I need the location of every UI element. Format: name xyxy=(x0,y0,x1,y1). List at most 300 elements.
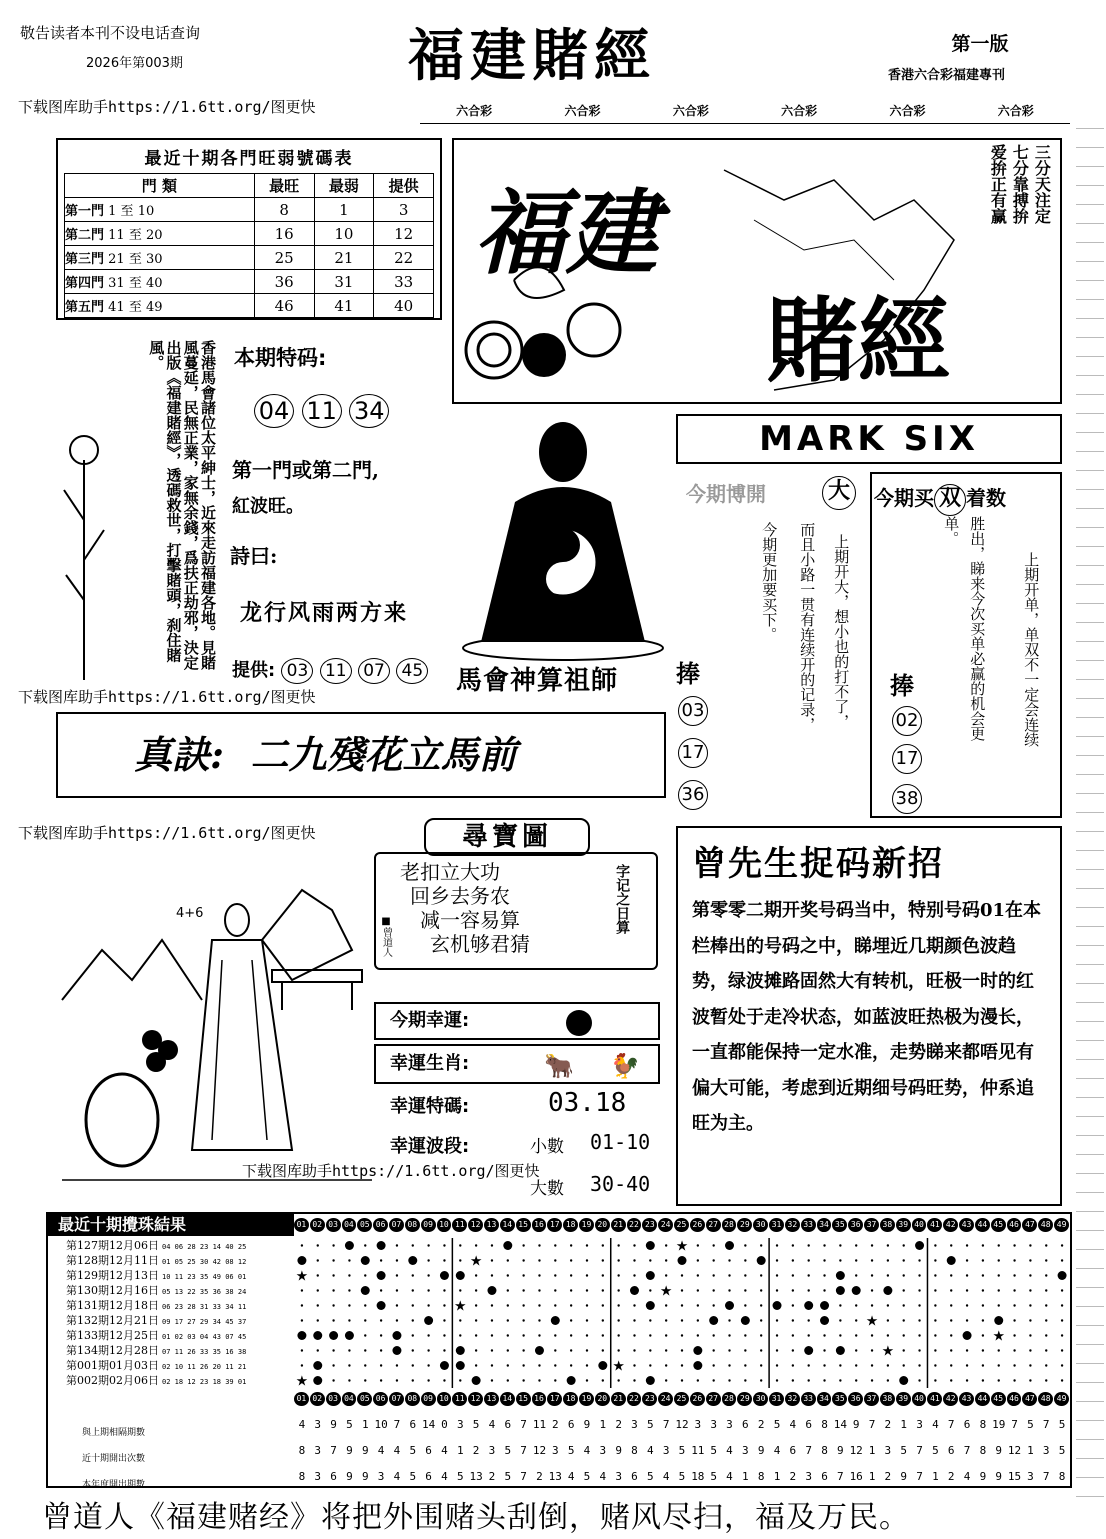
grid-number: 32 xyxy=(785,1392,800,1406)
stat-value: 7 xyxy=(837,1470,844,1483)
grid-dot xyxy=(427,1304,429,1306)
grid-dot xyxy=(950,1379,952,1381)
big-title: 今期博開 xyxy=(686,482,766,506)
grid-number: 08 xyxy=(405,1218,420,1232)
even-text-3: 单。 xyxy=(942,516,961,546)
grid-dot xyxy=(412,1379,414,1381)
grid-number: 17 xyxy=(547,1392,562,1406)
grid-dot xyxy=(697,1334,699,1336)
grid-dot xyxy=(538,1319,540,1321)
grid-dot xyxy=(522,1379,524,1381)
grid-dot xyxy=(348,1304,350,1306)
special-star: ★ xyxy=(295,1373,309,1388)
grid-dot xyxy=(1013,1304,1015,1306)
draw-row-label xyxy=(66,1328,246,1343)
grid-dot xyxy=(918,1274,920,1276)
grid-dot xyxy=(998,1259,1000,1261)
treasure-poem xyxy=(400,860,530,956)
draw-hit xyxy=(836,1271,845,1280)
grid-dot xyxy=(317,1319,319,1321)
grid-dot xyxy=(443,1319,445,1321)
stat-value: 2 xyxy=(472,1444,480,1457)
draw-hit xyxy=(630,1286,639,1295)
grid-dot xyxy=(364,1379,366,1381)
grid-number: 01 xyxy=(294,1218,309,1232)
grid-dot xyxy=(871,1274,873,1276)
grid-dot xyxy=(507,1379,509,1381)
grid-dot xyxy=(570,1304,572,1306)
grid-dot xyxy=(982,1334,984,1336)
grid-dot xyxy=(887,1364,889,1366)
grid-dot xyxy=(649,1334,651,1336)
download-notice: 下载图库助手https://1.6tt.org/图更快 xyxy=(18,688,316,706)
grid-dot xyxy=(570,1244,572,1246)
draw-balls: 01 02 03 04 43 07 45 xyxy=(162,1333,247,1341)
grid-dot xyxy=(918,1364,920,1366)
grid-dot xyxy=(903,1289,905,1291)
grid-dot xyxy=(934,1244,936,1246)
grid-dot xyxy=(1061,1334,1063,1336)
grid-dot xyxy=(554,1259,556,1261)
treasure-line: 玄机够君猜 xyxy=(430,932,530,956)
stat-value: 6 xyxy=(425,1470,432,1483)
stat-value: 3 xyxy=(551,1444,559,1457)
grid-dot xyxy=(522,1244,524,1246)
grid-dot xyxy=(887,1274,889,1276)
grid-dot xyxy=(1029,1244,1031,1246)
special-star: ★ xyxy=(659,1283,673,1300)
grid-dot xyxy=(380,1334,382,1336)
grid-dot xyxy=(903,1304,905,1306)
grid-number: 24 xyxy=(658,1218,673,1232)
grid-dot xyxy=(807,1364,809,1366)
grid-dot xyxy=(966,1319,968,1321)
grid-number: 07 xyxy=(389,1392,404,1406)
grid-dot xyxy=(1013,1289,1015,1291)
grid-number: 49 xyxy=(1054,1218,1069,1232)
grid-dot xyxy=(586,1274,588,1276)
master-caption: 馬會神算祖師 xyxy=(456,666,619,696)
grid-number: 33 xyxy=(801,1218,816,1232)
grid-number: 31 xyxy=(769,1392,784,1406)
special-star: ★ xyxy=(675,1238,689,1255)
grid-dot xyxy=(728,1364,730,1366)
grid-dot xyxy=(617,1274,619,1276)
grid-dot xyxy=(918,1304,920,1306)
grid-number: 40 xyxy=(912,1218,927,1232)
grid-number: 10 xyxy=(437,1218,452,1232)
grid-dot xyxy=(332,1304,334,1306)
grid-dot xyxy=(459,1334,461,1336)
grid-dot xyxy=(602,1319,604,1321)
stat-value: 6 xyxy=(789,1444,797,1457)
draw-hit xyxy=(472,1376,481,1385)
stat-value: 5 xyxy=(900,1444,907,1457)
grid-dot xyxy=(792,1364,794,1366)
edition-label: 第一版 xyxy=(951,33,1009,55)
luck-wave-label: 幸運波段: xyxy=(390,1136,470,1157)
stat-value: 6 xyxy=(963,1418,971,1431)
grid-dot xyxy=(950,1274,952,1276)
grid-dot xyxy=(443,1304,445,1306)
draw-row-label xyxy=(66,1358,246,1373)
grid-dot xyxy=(554,1349,556,1351)
draw-row-label xyxy=(66,1253,246,1268)
grid-dot xyxy=(903,1244,905,1246)
grid-dot xyxy=(760,1319,762,1321)
stat-value: 1 xyxy=(742,1470,749,1483)
special-star: ★ xyxy=(454,1298,467,1315)
grid-dot xyxy=(665,1349,667,1351)
grid-dot xyxy=(1061,1244,1063,1246)
grid-dot xyxy=(950,1289,952,1291)
grid-dot xyxy=(1045,1319,1047,1321)
grid-dot xyxy=(760,1274,762,1276)
grid-dot xyxy=(348,1289,350,1291)
treasure-line: 回乡去务农 xyxy=(410,884,510,908)
grid-dot xyxy=(427,1364,429,1366)
stat-value: 7 xyxy=(805,1444,812,1457)
grid-number: 34 xyxy=(817,1392,832,1406)
grid-dot xyxy=(586,1289,588,1291)
grid-dot xyxy=(823,1364,825,1366)
grid-dot xyxy=(665,1274,667,1276)
grid-dot xyxy=(712,1349,714,1351)
grid-dot xyxy=(507,1334,509,1336)
draw-date: 第129期12月13日 xyxy=(66,1269,159,1282)
grid-dot xyxy=(681,1274,683,1276)
stat-value: 9 xyxy=(979,1470,987,1483)
grid-dot xyxy=(887,1379,889,1381)
grid-dot xyxy=(665,1244,667,1246)
grid-dot xyxy=(317,1259,319,1261)
stat-value: 7 xyxy=(1011,1418,1018,1431)
stat-label: 本年度開出期數 xyxy=(82,1480,146,1490)
grid-number: 42 xyxy=(943,1218,958,1232)
grid-number: 45 xyxy=(991,1218,1006,1232)
grid-dot xyxy=(1029,1289,1031,1291)
grid-dot xyxy=(412,1364,414,1366)
grid-dot xyxy=(918,1334,920,1336)
grid-dot xyxy=(1029,1379,1031,1381)
grid-number: 30 xyxy=(753,1218,768,1232)
draw-hit xyxy=(345,1331,354,1340)
grid-dot xyxy=(744,1244,746,1246)
big-code: 36 xyxy=(678,780,708,810)
special-star: ★ xyxy=(295,1268,309,1285)
draw-balls: 02 18 12 23 18 39 01 xyxy=(162,1378,247,1386)
grid-dot xyxy=(507,1304,509,1306)
draw-hit xyxy=(408,1256,417,1265)
door-table-title: 最近十期各門旺弱號碼表 xyxy=(144,149,354,169)
draw-date: 第130期12月16日 xyxy=(66,1284,159,1297)
even-key: 双 xyxy=(934,484,966,516)
grid-dot xyxy=(823,1274,825,1276)
grid-number: 05 xyxy=(357,1218,372,1232)
stat-value: 9 xyxy=(346,1444,353,1457)
stat-value: 5 xyxy=(472,1418,480,1431)
stat-value: 6 xyxy=(425,1444,432,1457)
grid-dot xyxy=(760,1349,762,1351)
draw-hit xyxy=(646,1241,655,1250)
stat-value: 6 xyxy=(330,1470,337,1483)
draw-date: 第132期12月21日 xyxy=(66,1314,159,1327)
grid-dot xyxy=(712,1274,714,1276)
grid-dot xyxy=(1061,1319,1063,1321)
grid-dot xyxy=(918,1259,920,1261)
stat-value: 7 xyxy=(393,1418,401,1431)
grid-dot xyxy=(443,1349,445,1351)
stat-value: 3 xyxy=(615,1470,622,1483)
grid-dot xyxy=(728,1289,730,1291)
grid-dot xyxy=(617,1289,619,1291)
grid-dot xyxy=(776,1289,778,1291)
grid-dot xyxy=(744,1349,746,1351)
grid-dot xyxy=(332,1379,334,1381)
grid-number: 37 xyxy=(864,1392,879,1406)
grid-number: 42 xyxy=(943,1392,958,1406)
zhenjue-banner: 真訣: 二九殘花立馬前 xyxy=(56,712,666,798)
grid-dot xyxy=(332,1259,334,1261)
special-code: 11 xyxy=(302,394,342,428)
grid-dot xyxy=(823,1244,825,1246)
grid-dot xyxy=(617,1304,619,1306)
stat-value: 5 xyxy=(1058,1418,1066,1431)
grid-dot xyxy=(380,1349,382,1351)
grid-number: 04 xyxy=(342,1218,357,1232)
stat-value: 2 xyxy=(757,1418,765,1431)
grid-number: 47 xyxy=(1022,1392,1037,1406)
grid-dot xyxy=(396,1319,398,1321)
draw-hit xyxy=(883,1286,892,1295)
draw-row-label xyxy=(66,1313,246,1328)
special-star: ★ xyxy=(865,1313,879,1330)
stat-value: 4 xyxy=(441,1444,448,1457)
grid-dot xyxy=(427,1334,429,1336)
draw-hit xyxy=(947,1256,956,1265)
grid-dot xyxy=(855,1304,857,1306)
grid-dot xyxy=(728,1349,730,1351)
download-notice: 下载图库助手https://1.6tt.org/图更快 xyxy=(18,98,316,116)
grid-dot xyxy=(602,1289,604,1291)
draw-balls: 06 23 28 31 33 34 11 xyxy=(162,1303,247,1311)
grid-dot xyxy=(586,1334,588,1336)
grid-dot xyxy=(586,1349,588,1351)
side-decoration xyxy=(1076,110,1104,1500)
draw-hit xyxy=(487,1286,496,1295)
grid-dot xyxy=(697,1304,699,1306)
grid-dot xyxy=(301,1349,303,1351)
grid-dot xyxy=(934,1289,936,1291)
stat-value: 9 xyxy=(900,1470,907,1483)
grid-dot xyxy=(792,1349,794,1351)
luck-small-value: 01-10 xyxy=(590,1130,651,1154)
grid-dot xyxy=(507,1274,509,1276)
banner-word: 六合彩 xyxy=(781,104,818,118)
grid-number: 28 xyxy=(722,1218,737,1232)
grid-dot xyxy=(317,1274,319,1276)
draw-hit xyxy=(773,1301,782,1310)
grid-dot xyxy=(998,1304,1000,1306)
grid-dot xyxy=(665,1304,667,1306)
stat-value: 7 xyxy=(916,1470,923,1483)
grid-dot xyxy=(665,1319,667,1321)
stat-value: 8 xyxy=(979,1418,987,1431)
grid-dot xyxy=(934,1379,936,1381)
grid-dot xyxy=(934,1259,936,1261)
stat-value: 8 xyxy=(298,1470,306,1483)
grid-dot xyxy=(1029,1349,1031,1351)
draw-hit xyxy=(377,1241,386,1250)
stat-value: 6 xyxy=(821,1470,828,1483)
grid-dot xyxy=(776,1259,778,1261)
grid-number: 19 xyxy=(579,1392,594,1406)
grid-dot xyxy=(332,1319,334,1321)
draw-date: 第128期12月11日 xyxy=(66,1254,159,1267)
stat-labels xyxy=(82,1420,252,1498)
grid-dot xyxy=(807,1319,809,1321)
luck-code-label: 幸運特碼: xyxy=(390,1096,470,1117)
draw-hit xyxy=(313,1376,322,1385)
grid-dot xyxy=(1029,1259,1031,1261)
grid-number: 27 xyxy=(706,1218,721,1232)
draw-row-label xyxy=(66,1268,246,1283)
grid-dot xyxy=(839,1319,841,1321)
grid-dot xyxy=(554,1289,556,1291)
grid-dot xyxy=(918,1289,920,1291)
grid-number: 46 xyxy=(1007,1218,1022,1232)
luck-zodiac: 幸運生肖: 🐂 🐓 xyxy=(374,1044,660,1084)
grid-dot xyxy=(1045,1244,1047,1246)
grid-dot xyxy=(491,1379,493,1381)
grid-dot xyxy=(1013,1319,1015,1321)
grid-number: 48 xyxy=(1038,1218,1053,1232)
stat-value: 4 xyxy=(599,1470,607,1483)
stat-value: 12 xyxy=(849,1444,863,1457)
masthead-title: 福建賭經 xyxy=(408,23,656,89)
grid-dot xyxy=(570,1334,572,1336)
poem-label: 詩曰: xyxy=(230,544,278,568)
grid-dot xyxy=(1013,1244,1015,1246)
grid-dot xyxy=(348,1349,350,1351)
stat-value: 6 xyxy=(805,1418,812,1431)
grid-dot xyxy=(380,1364,382,1366)
grid-dot xyxy=(792,1289,794,1291)
grid-dot xyxy=(871,1259,873,1261)
draw-hit xyxy=(535,1346,544,1355)
grid-dot xyxy=(332,1244,334,1246)
grid-dot xyxy=(1013,1379,1015,1381)
grid-dot xyxy=(633,1379,635,1381)
grid-dot xyxy=(792,1379,794,1381)
grid-dot xyxy=(396,1364,398,1366)
grid-dot xyxy=(491,1259,493,1261)
draw-hit xyxy=(646,1376,655,1385)
grid-dot xyxy=(760,1304,762,1306)
grid-dot xyxy=(1045,1274,1047,1276)
grid-dot xyxy=(348,1274,350,1276)
grid-dot xyxy=(396,1274,398,1276)
treasure-author: ■曾道人 xyxy=(380,916,392,957)
treasure-scroll xyxy=(374,852,658,970)
stat-value: 18 xyxy=(691,1470,705,1483)
hero-panel xyxy=(452,138,1062,404)
stat-value: 13 xyxy=(548,1470,562,1483)
grid-dot xyxy=(744,1274,746,1276)
grid-dot xyxy=(348,1364,350,1366)
grid-dot xyxy=(586,1379,588,1381)
special-star: ★ xyxy=(612,1358,625,1375)
grid-dot xyxy=(586,1244,588,1246)
grid-dot xyxy=(823,1259,825,1261)
grid-dot xyxy=(332,1349,334,1351)
grid-dot xyxy=(491,1319,493,1321)
grid-number: 25 xyxy=(674,1218,689,1232)
treasure-line: 老扣立大功 xyxy=(400,860,500,884)
grid-dot xyxy=(317,1349,319,1351)
door-header: 最旺 xyxy=(254,174,314,198)
grid-dot xyxy=(807,1289,809,1291)
grid-number: 12 xyxy=(468,1218,483,1232)
stat-value: 1 xyxy=(1027,1444,1034,1457)
grid-dot xyxy=(823,1334,825,1336)
luck-big-label: 大數 xyxy=(530,1179,564,1199)
grid-dot xyxy=(507,1319,509,1321)
stat-value: 9 xyxy=(995,1470,1003,1483)
stat-value: 4 xyxy=(393,1470,401,1483)
grid-number: 25 xyxy=(674,1392,689,1406)
grid-number: 36 xyxy=(848,1218,863,1232)
grid-dot xyxy=(855,1274,857,1276)
draw-hit xyxy=(709,1316,718,1325)
draw-hit xyxy=(646,1301,655,1310)
grid-dot xyxy=(903,1364,905,1366)
grid-dot xyxy=(792,1259,794,1261)
grid-dot xyxy=(1061,1349,1063,1351)
big-panel xyxy=(676,472,866,812)
grid-number: 22 xyxy=(627,1218,642,1232)
grid-dot xyxy=(522,1259,524,1261)
draw-balls: 10 11 23 35 49 06 01 xyxy=(162,1273,247,1281)
draw-hit xyxy=(1058,1271,1067,1280)
grid-dot xyxy=(364,1349,366,1351)
draw-hit xyxy=(804,1346,813,1355)
grid-dot xyxy=(760,1379,762,1381)
grid-dot xyxy=(332,1289,334,1291)
grid-dot xyxy=(792,1244,794,1246)
grid-dot xyxy=(633,1244,635,1246)
grid-dot xyxy=(1061,1379,1063,1381)
grid-number: 17 xyxy=(547,1218,562,1232)
grid-number: 34 xyxy=(817,1218,832,1232)
draw-hit xyxy=(424,1316,433,1325)
grid-dot xyxy=(871,1304,873,1306)
grid-dot xyxy=(412,1244,414,1246)
banner-word: 六合彩 xyxy=(997,104,1034,118)
draw-hit xyxy=(820,1301,829,1310)
draw-hit xyxy=(551,1316,560,1325)
grid-number: 36 xyxy=(848,1392,863,1406)
table-row: 第四門 31 至 40 36 31 33 xyxy=(65,270,434,294)
stat-value: 13 xyxy=(469,1470,483,1483)
draw-hit xyxy=(456,1271,465,1280)
stat-value: 5 xyxy=(1027,1418,1034,1431)
grid-dot xyxy=(855,1334,857,1336)
grid-dot xyxy=(443,1259,445,1261)
grid-dot xyxy=(602,1244,604,1246)
bottom-slogan: 曾道人《福建赌经》将把外围赌头刮倒，赌风尽扫，福及万民。 xyxy=(42,1500,910,1535)
grid-dot xyxy=(903,1349,905,1351)
